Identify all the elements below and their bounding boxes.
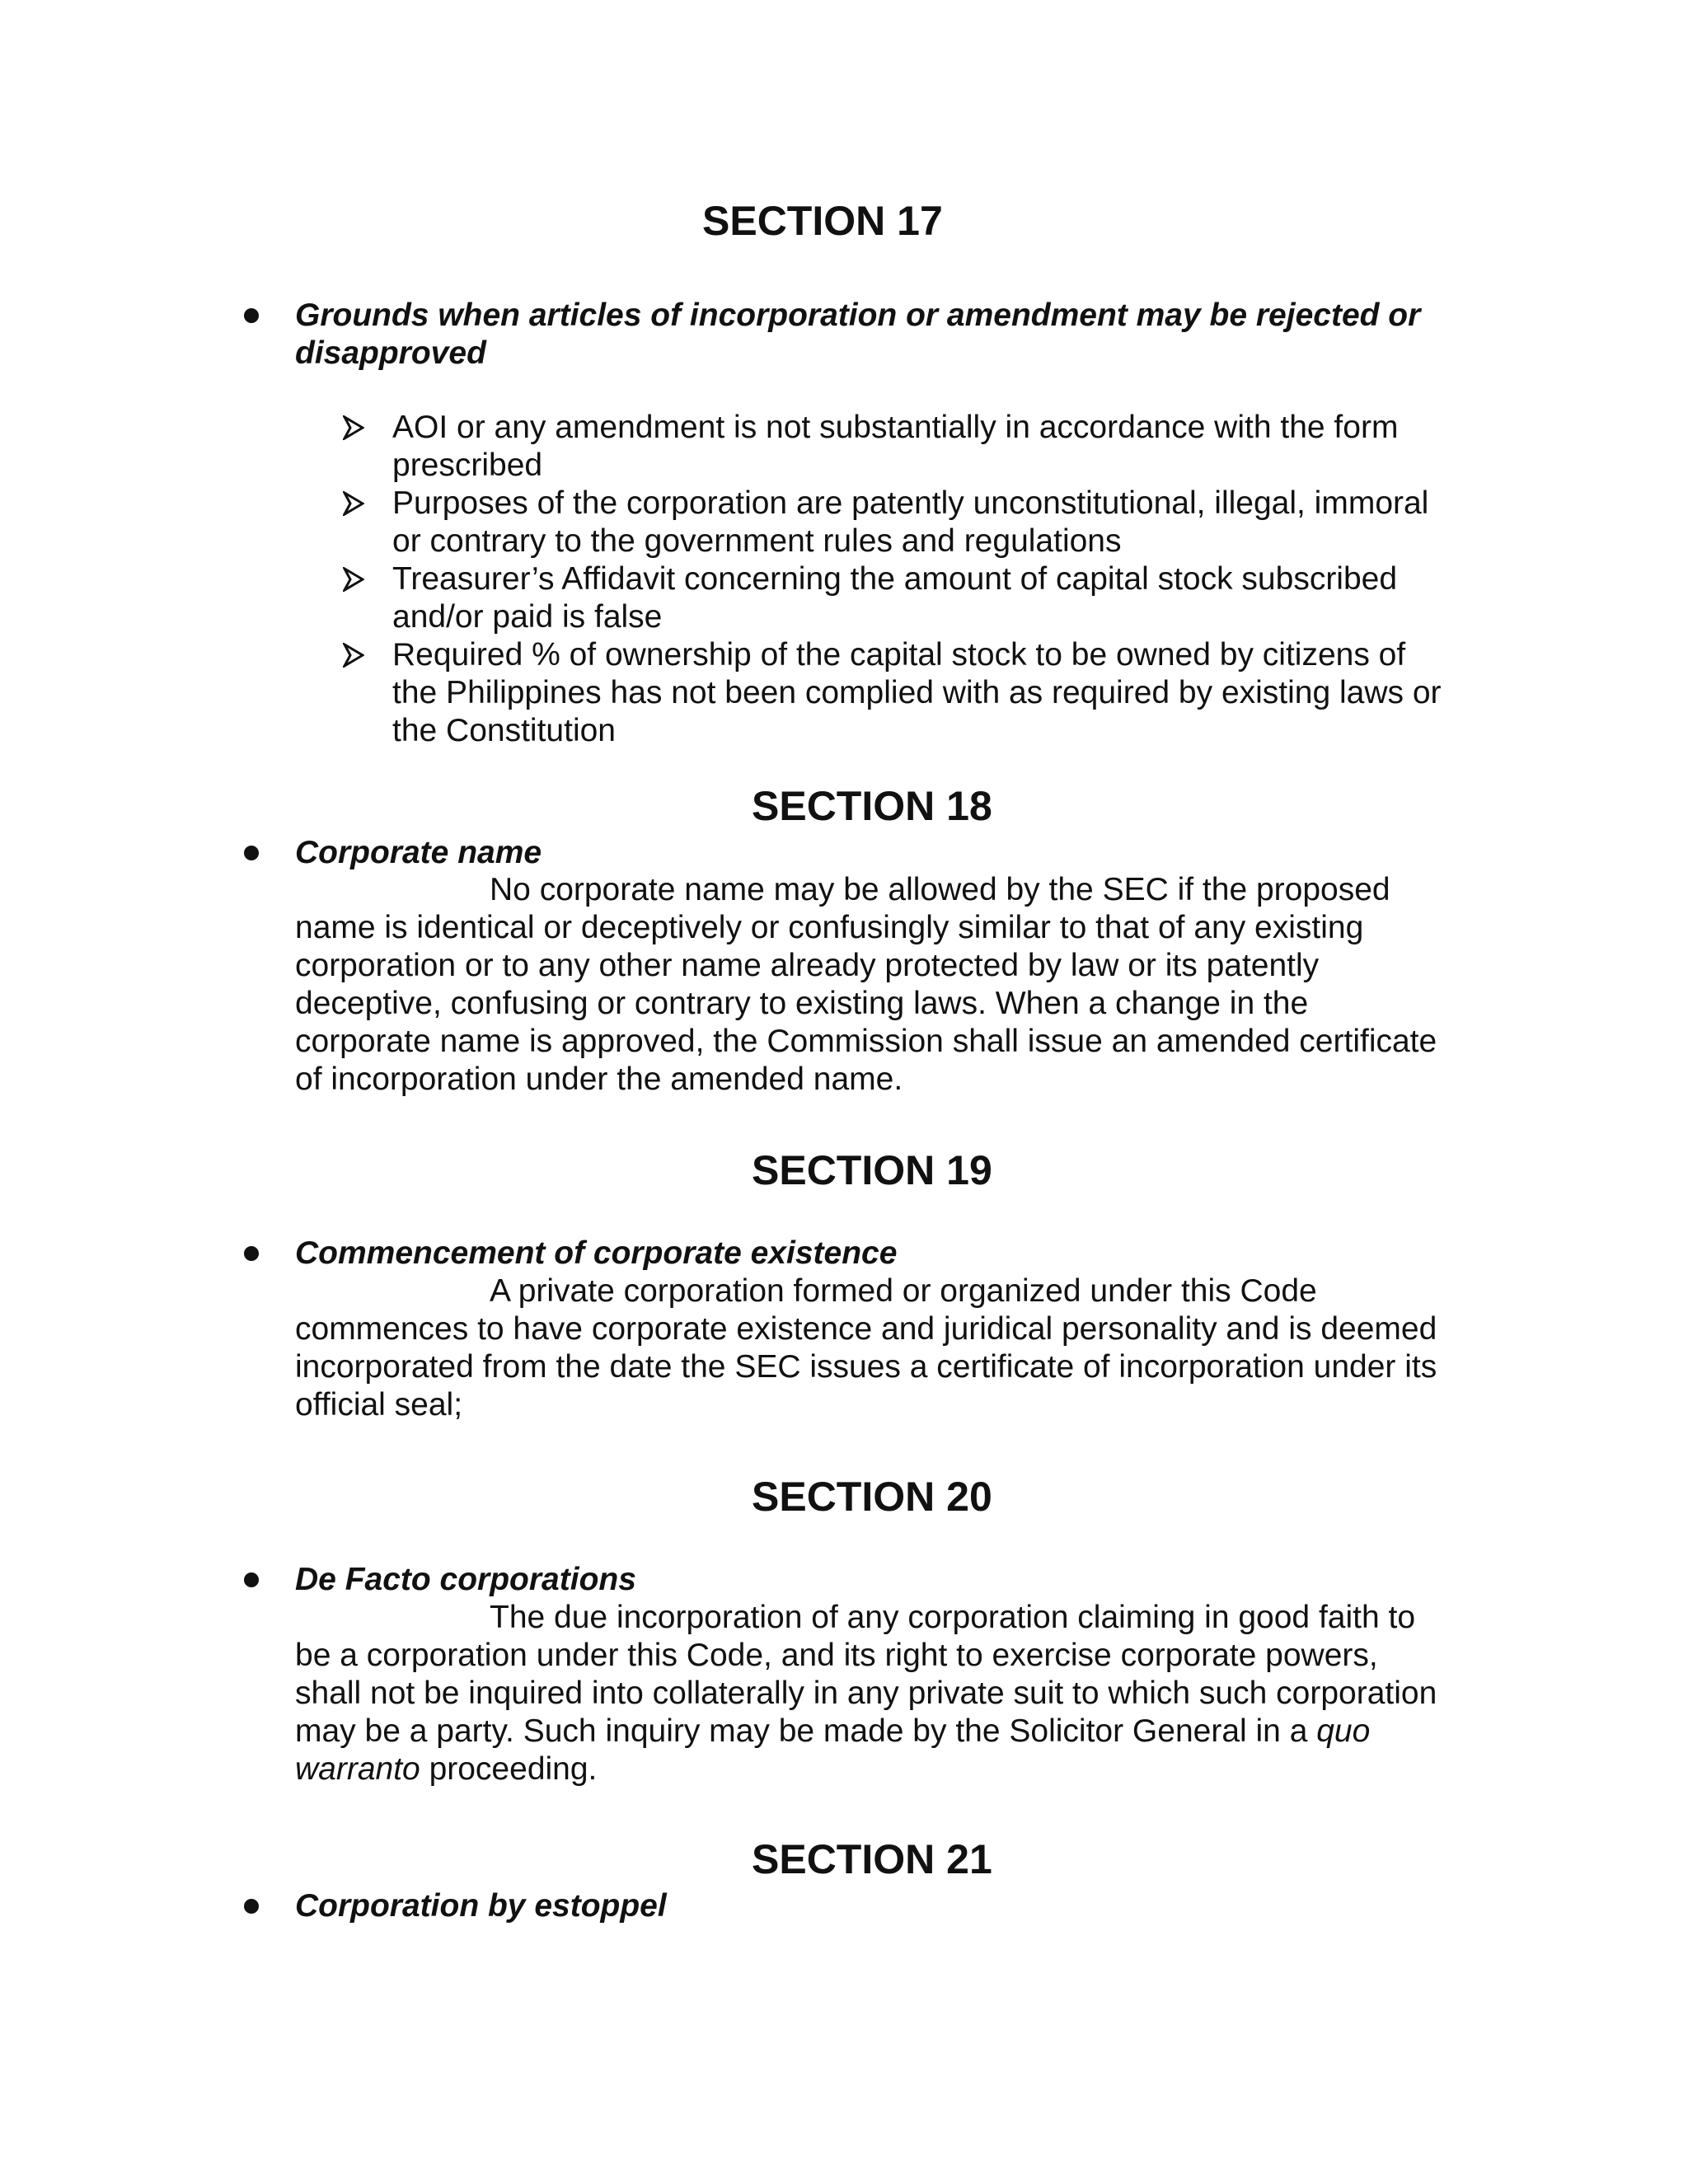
arrowhead-bullet-icon bbox=[343, 643, 364, 668]
section-20-heading: SECTION 20 bbox=[752, 1474, 992, 1520]
section-17-topic: Grounds when articles of incorporation or amendment may be rejected or disapproved bbox=[295, 298, 1421, 371]
section-19-heading: SECTION 19 bbox=[752, 1147, 992, 1193]
bullet-icon bbox=[244, 308, 259, 323]
section-21-topic: Corporation by estoppel bbox=[295, 1888, 667, 1924]
section-18-topic: Corporate name bbox=[295, 835, 542, 870]
section-17-item-1: AOI or any amendment is not substantially in accordance with the form prescribed bbox=[392, 410, 1399, 483]
section-17-item-4: Required % of ownership of the capital stock to be owned by citizens of the Philippines has not been complied with as required by existing laws or the Constitution bbox=[392, 637, 1442, 748]
section-17-item-2: Purposes of the corporation are patently unconstitutional, illegal, immoral or contrary to the government rules and regulations bbox=[392, 485, 1429, 559]
section-21-heading: SECTION 21 bbox=[752, 1836, 992, 1882]
section-18-paragraph: No corporate name may be allowed by the SEC if the proposed name is identical or deceptively or confusingly similar to that of any existing corporation or to any other name already protected by law or its patently deceptive, confusing or contrary to existing laws. When a change in the corporate name is approved, the Commission shall issue an amended certificate of incorporation under the amended name. bbox=[295, 872, 1437, 1097]
section-19-topic: Commencement of corporate existence bbox=[295, 1235, 898, 1271]
section-17-heading: SECTION 17 bbox=[702, 198, 943, 244]
bullet-icon bbox=[244, 1899, 259, 1914]
section-20-paragraph: The due incorporation of any corporation claiming in good faith to be a corporation under this Code, and its right to exercise corporate powers, shall not be inquired into collaterally in any private suit to which such corporation may be a party. Such inquiry may be made by the Solicitor General in a quo warranto proceeding. bbox=[295, 1600, 1437, 1787]
bullet-icon bbox=[244, 1246, 259, 1261]
section-18-heading: SECTION 18 bbox=[752, 783, 992, 829]
bullet-icon bbox=[244, 846, 259, 860]
arrowhead-bullet-icon bbox=[343, 567, 364, 592]
arrowhead-bullet-icon bbox=[343, 415, 364, 440]
arrowhead-bullet-icon bbox=[343, 491, 364, 516]
section-17-item-3: Treasurer’s Affidavit concerning the amount of capital stock subscribed and/or paid is false bbox=[392, 561, 1398, 635]
bullet-icon bbox=[244, 1572, 259, 1587]
section-19-paragraph: A private corporation formed or organized under this Code commences to have corporate existence and juridical personality and is deemed incorporated from the date the SEC issues a certificate of incorporation under its official seal; bbox=[295, 1273, 1437, 1422]
section-20-topic: De Facto corporations bbox=[295, 1562, 636, 1597]
